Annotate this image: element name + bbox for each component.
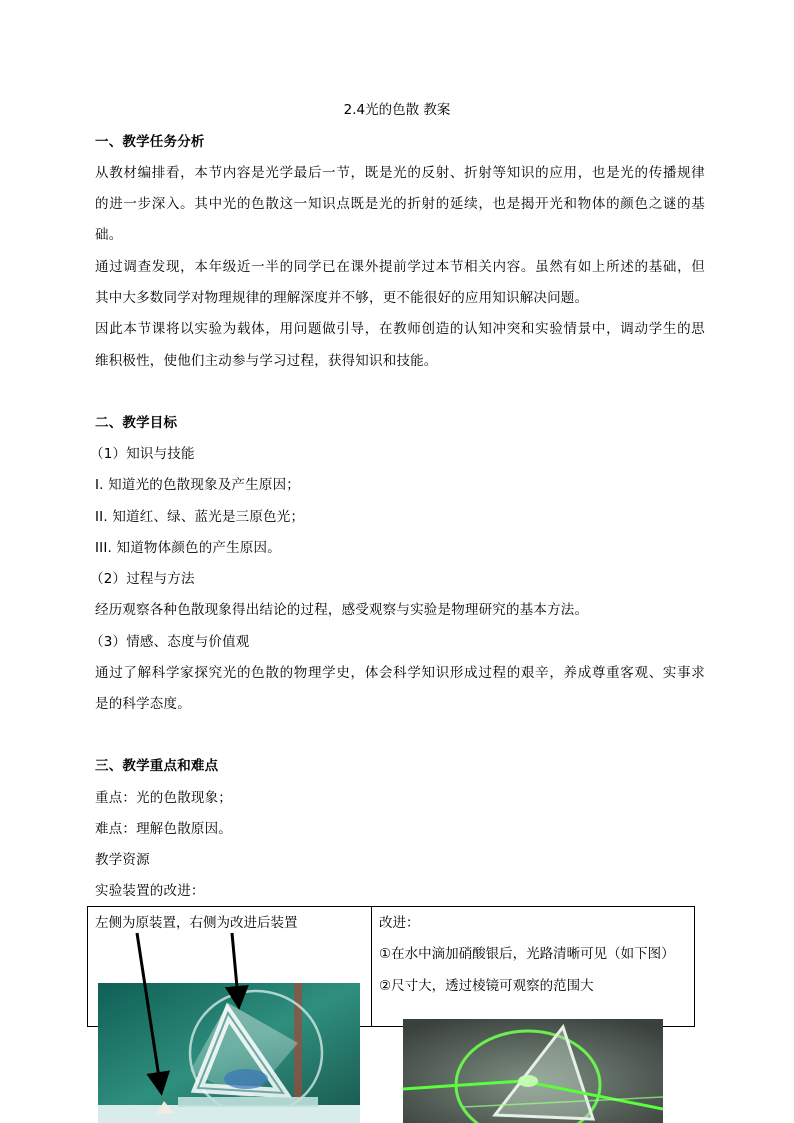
resource-label: 教学资源 xyxy=(95,852,150,868)
right-cell-title: 改进： xyxy=(379,915,420,931)
section-3-heading: 三、教学重点和难点 xyxy=(95,758,219,774)
goal-text: 是的科学态度。 xyxy=(95,696,191,712)
paragraph-line: 的进一步深入。其中光的色散这一知识点既是光的折射的延续，也是揭开光和物体的颜色之谜的基 xyxy=(95,196,705,212)
paragraph-line: 其中大多数同学对物理规律的理解深度并不够，更不能很好的应用知识解决问题。 xyxy=(95,290,589,306)
section-2-heading: 二、教学目标 xyxy=(95,415,178,431)
document-title: 2.4光的色散 教案 xyxy=(343,102,451,118)
paragraph-line: 通过调查发现，本年级近一半的同学已在课外提前学过本节相关内容。虽然有如上所述的基础，但 xyxy=(95,259,705,275)
section-1-heading: 一、教学任务分析 xyxy=(95,134,205,150)
paragraph-line: 从教材编排看，本节内容是光学最后一节，既是光的反射、折射等知识的应用，也是光的传播规律 xyxy=(95,165,705,181)
left-cell-caption: 左侧为原装置，右侧为改进后装置 xyxy=(95,915,298,931)
goal-heading: （3）情感、态度与价值观 xyxy=(90,634,250,650)
difficult-point: 难点：理解色散原因。 xyxy=(95,821,232,837)
goal-text: 经历观察各种色散现象得出结论的过程，感受观察与实验是物理研究的基本方法。 xyxy=(95,602,589,618)
right-cell xyxy=(372,907,695,1027)
improvement-label: 实验装置的改进： xyxy=(95,883,205,899)
improved-apparatus-photo xyxy=(403,1019,663,1123)
goal-item: II. 知道红、绿、蓝光是三原色光； xyxy=(95,509,305,525)
goal-heading: （2）过程与方法 xyxy=(90,571,195,587)
paragraph-line: 础。 xyxy=(95,227,123,243)
goal-text: 通过了解科学家探究光的色散的物理学史，体会科学知识形成过程的艰辛，养成尊重客观、实事求 xyxy=(95,665,705,681)
original-apparatus-photo xyxy=(98,983,360,1123)
goal-item: I. 知道光的色散现象及产生原因； xyxy=(95,477,300,493)
improvement-item: ①在水中滴加硝酸银后，光路清晰可见（如下图） xyxy=(379,946,675,962)
paragraph-line: 维积极性，使他们主动参与学习过程，获得知识和技能。 xyxy=(95,353,438,369)
key-point: 重点：光的色散现象； xyxy=(95,790,232,806)
goal-heading: （1）知识与技能 xyxy=(90,446,195,462)
goal-item: III. 知道物体颜色的产生原因。 xyxy=(95,540,281,556)
paragraph-line: 因此本节课将以实验为载体，用问题做引导，在教师创造的认知冲突和实验情景中，调动学生的思 xyxy=(95,321,705,337)
improvement-item: ②尺寸大，透过棱镜可观察的范围大 xyxy=(379,978,594,994)
